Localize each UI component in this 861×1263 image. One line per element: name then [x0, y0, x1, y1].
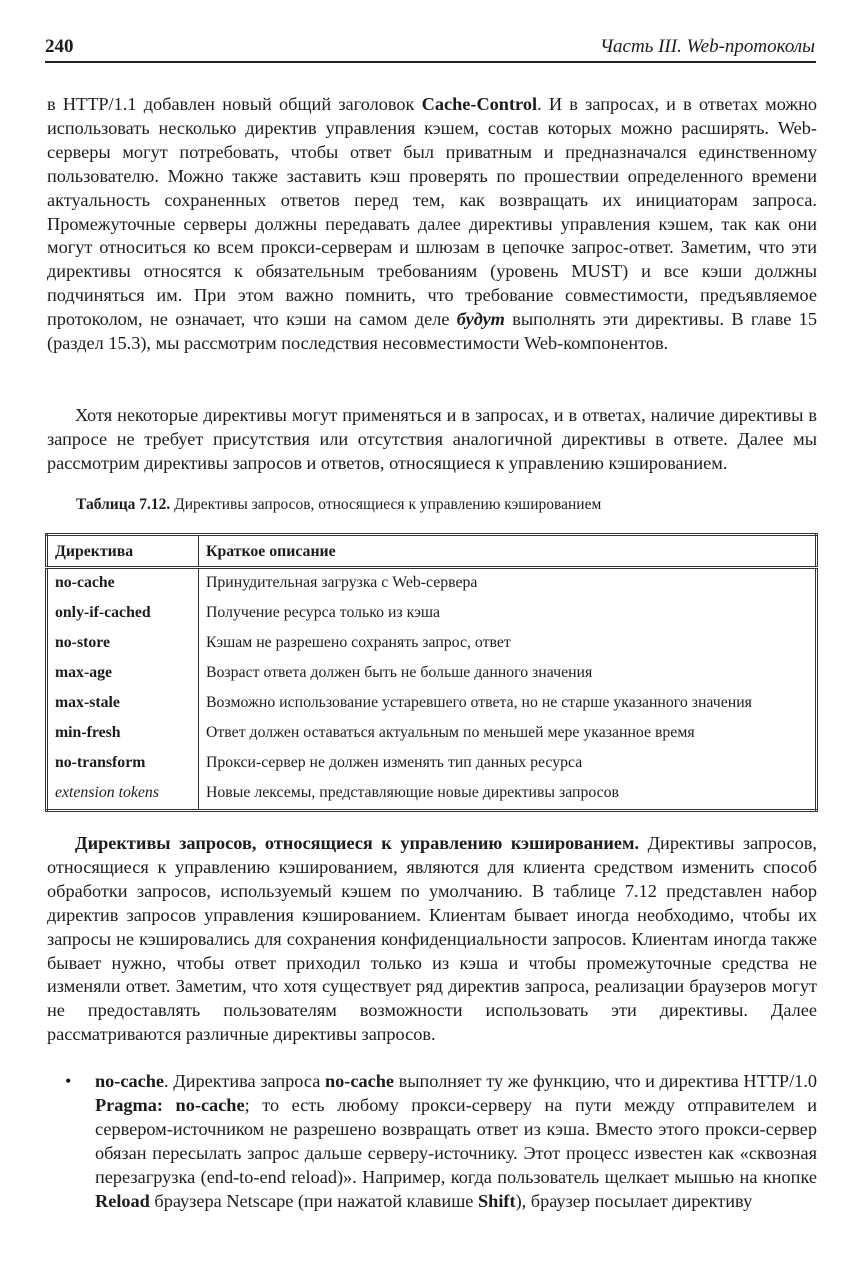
para3-run-in-heading: Директивы запросов, относящиеся к управлению кэшированием.	[75, 833, 640, 853]
bullet-text-1: . Директива запроса	[164, 1071, 325, 1091]
directive-description: Новые лексемы, представляющие новые директивы запросов	[206, 784, 620, 801]
table-row	[47, 629, 817, 659]
table-caption	[76, 496, 601, 514]
bullet-text-4: браузера Netscape (при нажатой клавише	[149, 1190, 478, 1211]
directive-description: Возможно использование устаревшего ответа, но не старше указанного значения	[206, 694, 752, 711]
directive-description: Принудительная загрузка с Web-сервера	[206, 574, 478, 591]
para3-text: Директивы запросов, относящиеся к управлению кэшированием, являются для клиента средством изменить способ обработки запросов, используемый кэшем по умолчанию. В таблице 7.12 представлен набор директив запросов управления кэшированием. Клиентам бывает иногда необходимо, чтобы их запросы не кэшировались для сохранения конфиденциальности запросов. Клиентам иногда также бывает нужно, чтобы ответ приходил только из кэша и чтобы промежуточные средства не изменяли ответ. Заметим, что хотя существует ряд директив запроса, реализации браузеров могут не предоставлять пользователям возможности использовать эти директивы. Далее рассматриваются различные директивы запросов.	[47, 833, 817, 1045]
para1-bold-cache-control: Cache-Control	[421, 94, 538, 114]
table-caption-label: Таблица 7.12.	[76, 496, 171, 513]
directive-name: no-transform	[47, 749, 199, 779]
bullet-bold-reload: Reload	[95, 1190, 150, 1211]
directive-name: no-store	[47, 629, 199, 659]
page-header	[45, 36, 815, 58]
list-item-text	[95, 1070, 817, 1213]
column-header-description: Краткое описание	[199, 535, 817, 568]
directive-description: Возраст ответа должен быть не больше данного значения	[206, 664, 593, 681]
header-rule	[45, 61, 816, 63]
table-row	[47, 779, 817, 811]
bullet-icon: •	[65, 1071, 72, 1091]
bullet-text-5: ), браузер посылает директиву	[515, 1190, 753, 1211]
running-title: Часть III. Web-протоколы	[599, 36, 815, 57]
paragraph-3	[47, 832, 817, 1047]
para1-text-1: в HTTP/1.1 добавлен новый общий заголовок	[47, 94, 422, 114]
table-row	[47, 568, 817, 600]
directive-name: max-age	[47, 659, 199, 689]
directive-description: Прокси-сервер не должен изменять тип данных ресурса	[206, 754, 583, 771]
directive-description: Ответ должен оставаться актуальным по меньшей мере указанное время	[206, 724, 695, 741]
para1-text-2: . И в запросах, и в ответах можно использовать несколько директив управления кэшем, состав которых можно расширять. Web-серверы могут потребовать, чтобы ответ был приватным и предназначался единственному пользователю. Можно также заставить кэш проверять по прошествии определенного времени актуальность сохраненных ответов перед тем, как возвращать их инициаторам запроса. Промежуточные серверы должны передавать далее директивы управления кэшем, так как они могут относиться ко всем прокси-серверам и шлюзам в цепочке запрос-ответ. Заметим, что эти директивы относятся к обязательным требованиям (уровень MUST) и все кэши должны подчиняться им. При этом важно помнить, что требование совместимости, предъявляемое протоколом, не означает, что кэши на самом деле	[47, 94, 817, 330]
column-header-directive: Директива	[47, 535, 199, 568]
table-row	[47, 749, 817, 779]
paragraph-1	[47, 93, 817, 356]
bullet-bold-3: Pragma: no-cache	[95, 1094, 245, 1115]
list-item	[47, 1070, 817, 1213]
bullet-term: no-cache	[95, 1071, 165, 1091]
bullet-text-3: ; то есть любому прокси-серверу на пути между отправителем и сервером-источником не разрешено возвращать ответ из кэша. Вместо этого прокси-сервер обязан пересылать запрос дальше серверу-источнику. Этот процесс известен как «сквозная перезагрузка (end-to-end reload)». Например, когда пользователь щелкает мышью на кнопке	[95, 1094, 817, 1187]
directives-table	[45, 533, 818, 812]
para1-text-3: выполнять эти директивы. В главе 15 (раздел 15.3), мы рассмотрим последствия несовместимости Web-компонентов.	[47, 309, 818, 354]
table-row	[47, 689, 817, 719]
bullet-bold-shift: Shift	[477, 1190, 516, 1211]
table-row	[47, 599, 817, 629]
para2-text: Хотя некоторые директивы могут применяться и в запросах, и в ответах, наличие директивы в запросе не требует присутствия или отсутствия аналогичной директивы в ответе. Далее мы рассмотрим директивы запросов и ответов, относящиеся к управлению кэшированием.	[47, 405, 817, 473]
table-row	[47, 719, 817, 749]
table-row	[47, 659, 817, 689]
directive-description: Кэшам не разрешено сохранять запрос, ответ	[206, 634, 511, 651]
table-caption-text: Директивы запросов, относящиеся к управлению кэшированием	[170, 496, 602, 513]
bullet-text-2: выполняет ту же функцию, что и директива HTTP/1.0	[393, 1071, 817, 1091]
paragraph-2	[47, 404, 817, 476]
para1-italic-budut: будут	[456, 309, 505, 330]
directive-name: only-if-cached	[47, 599, 199, 629]
directive-name: min-fresh	[47, 719, 199, 749]
table-header-row	[47, 535, 817, 568]
directive-name: no-cache	[47, 568, 199, 600]
directive-name: extension tokens	[47, 779, 199, 811]
directive-description: Получение ресурса только из кэша	[206, 604, 441, 621]
bullet-bold-2: no-cache	[324, 1071, 394, 1091]
directive-name: max-stale	[47, 689, 199, 719]
page-number: 240	[45, 36, 74, 57]
